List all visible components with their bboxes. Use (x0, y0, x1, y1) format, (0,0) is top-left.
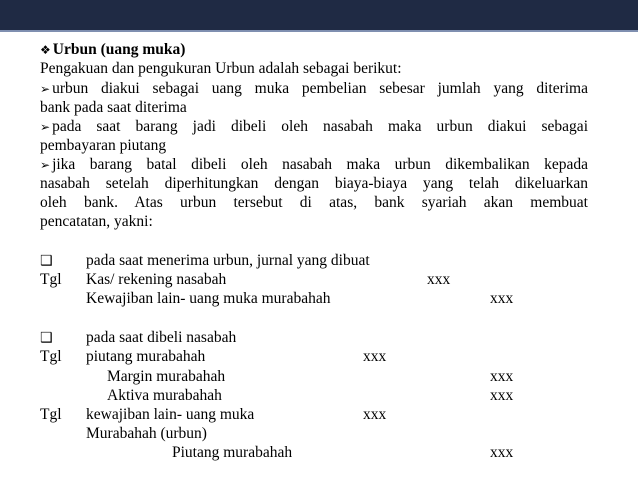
journal-debit: xxx (363, 348, 387, 365)
section-2-title: pada saat dibeli nasabah (86, 329, 237, 346)
arrow-bullet-icon: ➢ (40, 158, 51, 172)
section-1-title: pada saat menerima urbun, jurnal yang dibuat (86, 252, 370, 269)
point-3-line-4: pencatatan, yakni: (40, 213, 153, 230)
journal-credit: xxx (490, 368, 514, 385)
point-1-line-1: ➢ urbun diakui sebagai uang muka pembelian sebesar jumlah yang diterima (40, 80, 588, 97)
intro-text: Pengakuan dan pengukuran Urbun adalah sebagai berikut: (40, 60, 402, 77)
journal-date: Tgl (40, 348, 62, 365)
journal-account: Aktiva murabahah (107, 387, 222, 404)
journal-credit: xxx (490, 387, 514, 404)
point-2-line-2: pembayaran piutang (40, 137, 167, 154)
journal-debit: xxx (427, 271, 451, 288)
arrow-bullet-icon: ➢ (40, 82, 51, 96)
slide-top-bar-accent (0, 30, 638, 32)
diamond-bullet-icon: ❖ (40, 43, 51, 57)
journal-account: Murabahah (urbun) (86, 425, 207, 442)
journal-credit: xxx (490, 290, 514, 307)
journal-account: Margin murabahah (107, 368, 226, 385)
journal-date: Tgl (40, 406, 62, 423)
arrow-bullet-icon: ➢ (40, 120, 51, 134)
checkbox-bullet-icon: ❑ (40, 330, 53, 346)
journal-debit: xxx (363, 406, 387, 423)
journal-account: Kas/ rekening nasabah (86, 271, 227, 288)
slide-heading (40, 40, 185, 60)
journal-credit: xxx (490, 444, 514, 461)
checkbox-bullet-icon: ❑ (40, 253, 53, 269)
point-1-line-2: bank pada saat diterima (40, 99, 187, 116)
journal-account: Kewajiban lain- uang muka murabahah (86, 290, 331, 307)
journal-date: Tgl (40, 271, 62, 288)
journal-account: Piutang murabahah (172, 444, 293, 461)
point-3-line-1: ➢ jika barang batal dibeli oleh nasabah maka urbun dikembalikan kepada (40, 156, 588, 173)
journal-account: kewajiban lain- uang muka (86, 406, 255, 423)
point-3-line-3: oleh bank. Atas urbun tersebut di atas, bank syariah akan membuat (40, 194, 588, 211)
heading-text: Urbun (uang muka) (52, 41, 186, 58)
point-3-line-2: nasabah setelah diperhitungkan dengan biaya-biaya yang telah dikeluarkan (40, 175, 588, 192)
journal-account: piutang murabahah (86, 348, 206, 365)
slide-top-bar (0, 0, 638, 30)
point-2-line-1: ➢ pada saat barang jadi dibeli oleh nasabah maka urbun diakui sebagai (40, 118, 588, 135)
